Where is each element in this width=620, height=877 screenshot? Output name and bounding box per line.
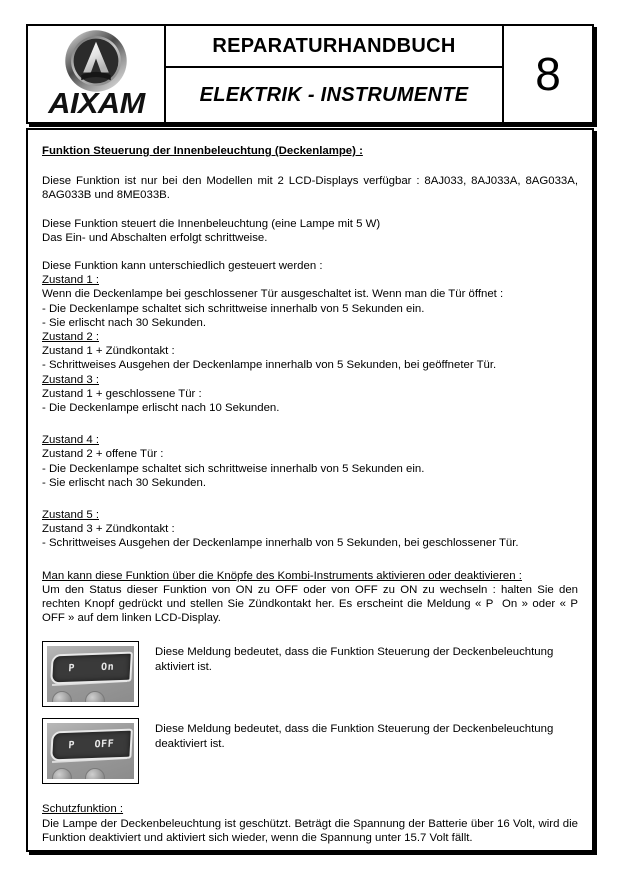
state-3-line-2: - Die Deckenlampe erlischt nach 10 Sekunden. (42, 402, 280, 415)
state-2-line-2: - Schrittweises Ausgehen der Deckenlampe innerhalb von 5 Sekunden, bei geöffneter Tür. (42, 359, 497, 372)
state-label-4: Zustand 4 : (42, 434, 99, 447)
state-label-3: Zustand 3 : (42, 373, 99, 386)
state-label-2: Zustand 2 : (42, 331, 99, 344)
intro-desc-line-1: Diese Funktion steuert die Innenbeleuchtung (eine Lampe mit 5 W) (42, 217, 381, 230)
figure-row-on (42, 641, 578, 707)
cluster-photo-on (47, 646, 134, 702)
cluster-knob-left-off (52, 768, 72, 779)
lcd-text-on: P On (68, 661, 115, 675)
intro-models: Diese Funktion ist nur bei den Modellen mit 2 LCD-Displays verfügbar : 8AJ033, 8AJ033A, 8AG033A, 8AG033B und 8ME033B. (42, 175, 582, 202)
state-5-line-1: Zustand 3 + Zündkontakt : (42, 523, 175, 536)
manual-title: REPARATURHANDBUCH (212, 34, 456, 57)
header-logo-cell (28, 26, 166, 122)
page-header (26, 24, 594, 124)
figure-caption-on: Diese Meldung bedeutet, dass die Funktion Steuerung der Deckenbeleuchtung aktiviert ist. (155, 646, 557, 673)
cluster-knob-right-off (85, 768, 105, 779)
activation-title: Man kann diese Funktion über die Knöpfe des Kombi-Instruments aktivieren oder deaktivieren : (42, 569, 522, 582)
manual-title-row (166, 26, 502, 68)
manual-subtitle: ELEKTRIK - INSTRUMENTE (199, 83, 469, 106)
activation-body: Um den Status dieser Funktion von ON zu OFF oder von OFF zu ON zu wechseln : halten Sie den rechten Knopf gedrückt und stellen Sie Zündkontakt her. Es erscheint die Meldung « P On » oder « P OFF » auf dem linken LCD-Display. (42, 583, 585, 625)
intro-desc-line-2: Das Ein- und Abschalten erfolgt schrittweise. (42, 231, 268, 244)
states-lead: Diese Funktion kann unterschiedlich gesteuert werden : (42, 260, 323, 273)
state-label-1: Zustand 1 : (42, 274, 99, 287)
figure-caption-off-wrap (139, 718, 578, 750)
state-1-line-2: - Die Deckenlampe schaltet sich schrittweise innerhalb von 5 Sekunden ein. (42, 302, 425, 315)
state-3-line-1: Zustand 1 + geschlossene Tür : (42, 387, 202, 400)
state-2-line-1: Zustand 1 + Zündkontakt : (42, 345, 175, 358)
state-label-5: Zustand 5 : (42, 509, 99, 522)
page-body (26, 128, 594, 852)
cluster-knob-right-on (85, 691, 105, 702)
lcd-text-off: P OFF (68, 738, 115, 752)
chapter-number: 8 (535, 48, 561, 100)
state-4-line-3: - Sie erlischt nach 30 Sekunden. (42, 476, 206, 489)
protection-body: Die Lampe der Deckenbeleuchtung ist geschützt. Beträgt die Spannung der Batterie über 16 Volt, wird die Funktion deaktiviert und aktiviert sich wieder, wenn die Spannung unter 15.7 Volt fällt. (42, 817, 582, 844)
header-title-cell (166, 26, 504, 122)
state-5-line-2: - Schrittweises Ausgehen der Deckenlampe innerhalb von 5 Sekunden, bei geschlossener Tür. (42, 537, 519, 550)
section-title: Funktion Steuerung der Innenbeleuchtung (Deckenlampe) : (42, 145, 363, 157)
state-1-line-3: - Sie erlischt nach 30 Sekunden. (42, 316, 206, 329)
chapter-number-cell (504, 26, 592, 122)
aixam-wordmark: AIXAM (47, 88, 145, 120)
state-1-line-1: Wenn die Deckenlampe bei geschlossener Tür ausgeschaltet ist. Wenn man die Tür öffnet : (42, 288, 504, 301)
lcd-image-on (42, 641, 139, 707)
cluster-knob-left-on (52, 691, 72, 702)
protection-title: Schutzfunktion : (42, 803, 124, 816)
lcd-image-off (42, 718, 139, 784)
lcd-screen-off (50, 729, 132, 762)
manual-subtitle-row (166, 68, 502, 122)
figure-caption-off: Diese Meldung bedeutet, dass die Funktion Steuerung der Deckenbeleuchtung deaktiviert ist. (155, 723, 557, 750)
figure-row-off (42, 718, 578, 784)
figure-caption-on-wrap (139, 641, 578, 673)
cluster-photo-off (47, 723, 134, 779)
aixam-logo-icon (64, 29, 128, 93)
lcd-screen-on (50, 652, 132, 685)
state-4-line-2: - Die Deckenlampe schaltet sich schrittweise innerhalb von 5 Sekunden ein. (42, 462, 425, 475)
state-4-line-1: Zustand 2 + offene Tür : (42, 448, 164, 461)
